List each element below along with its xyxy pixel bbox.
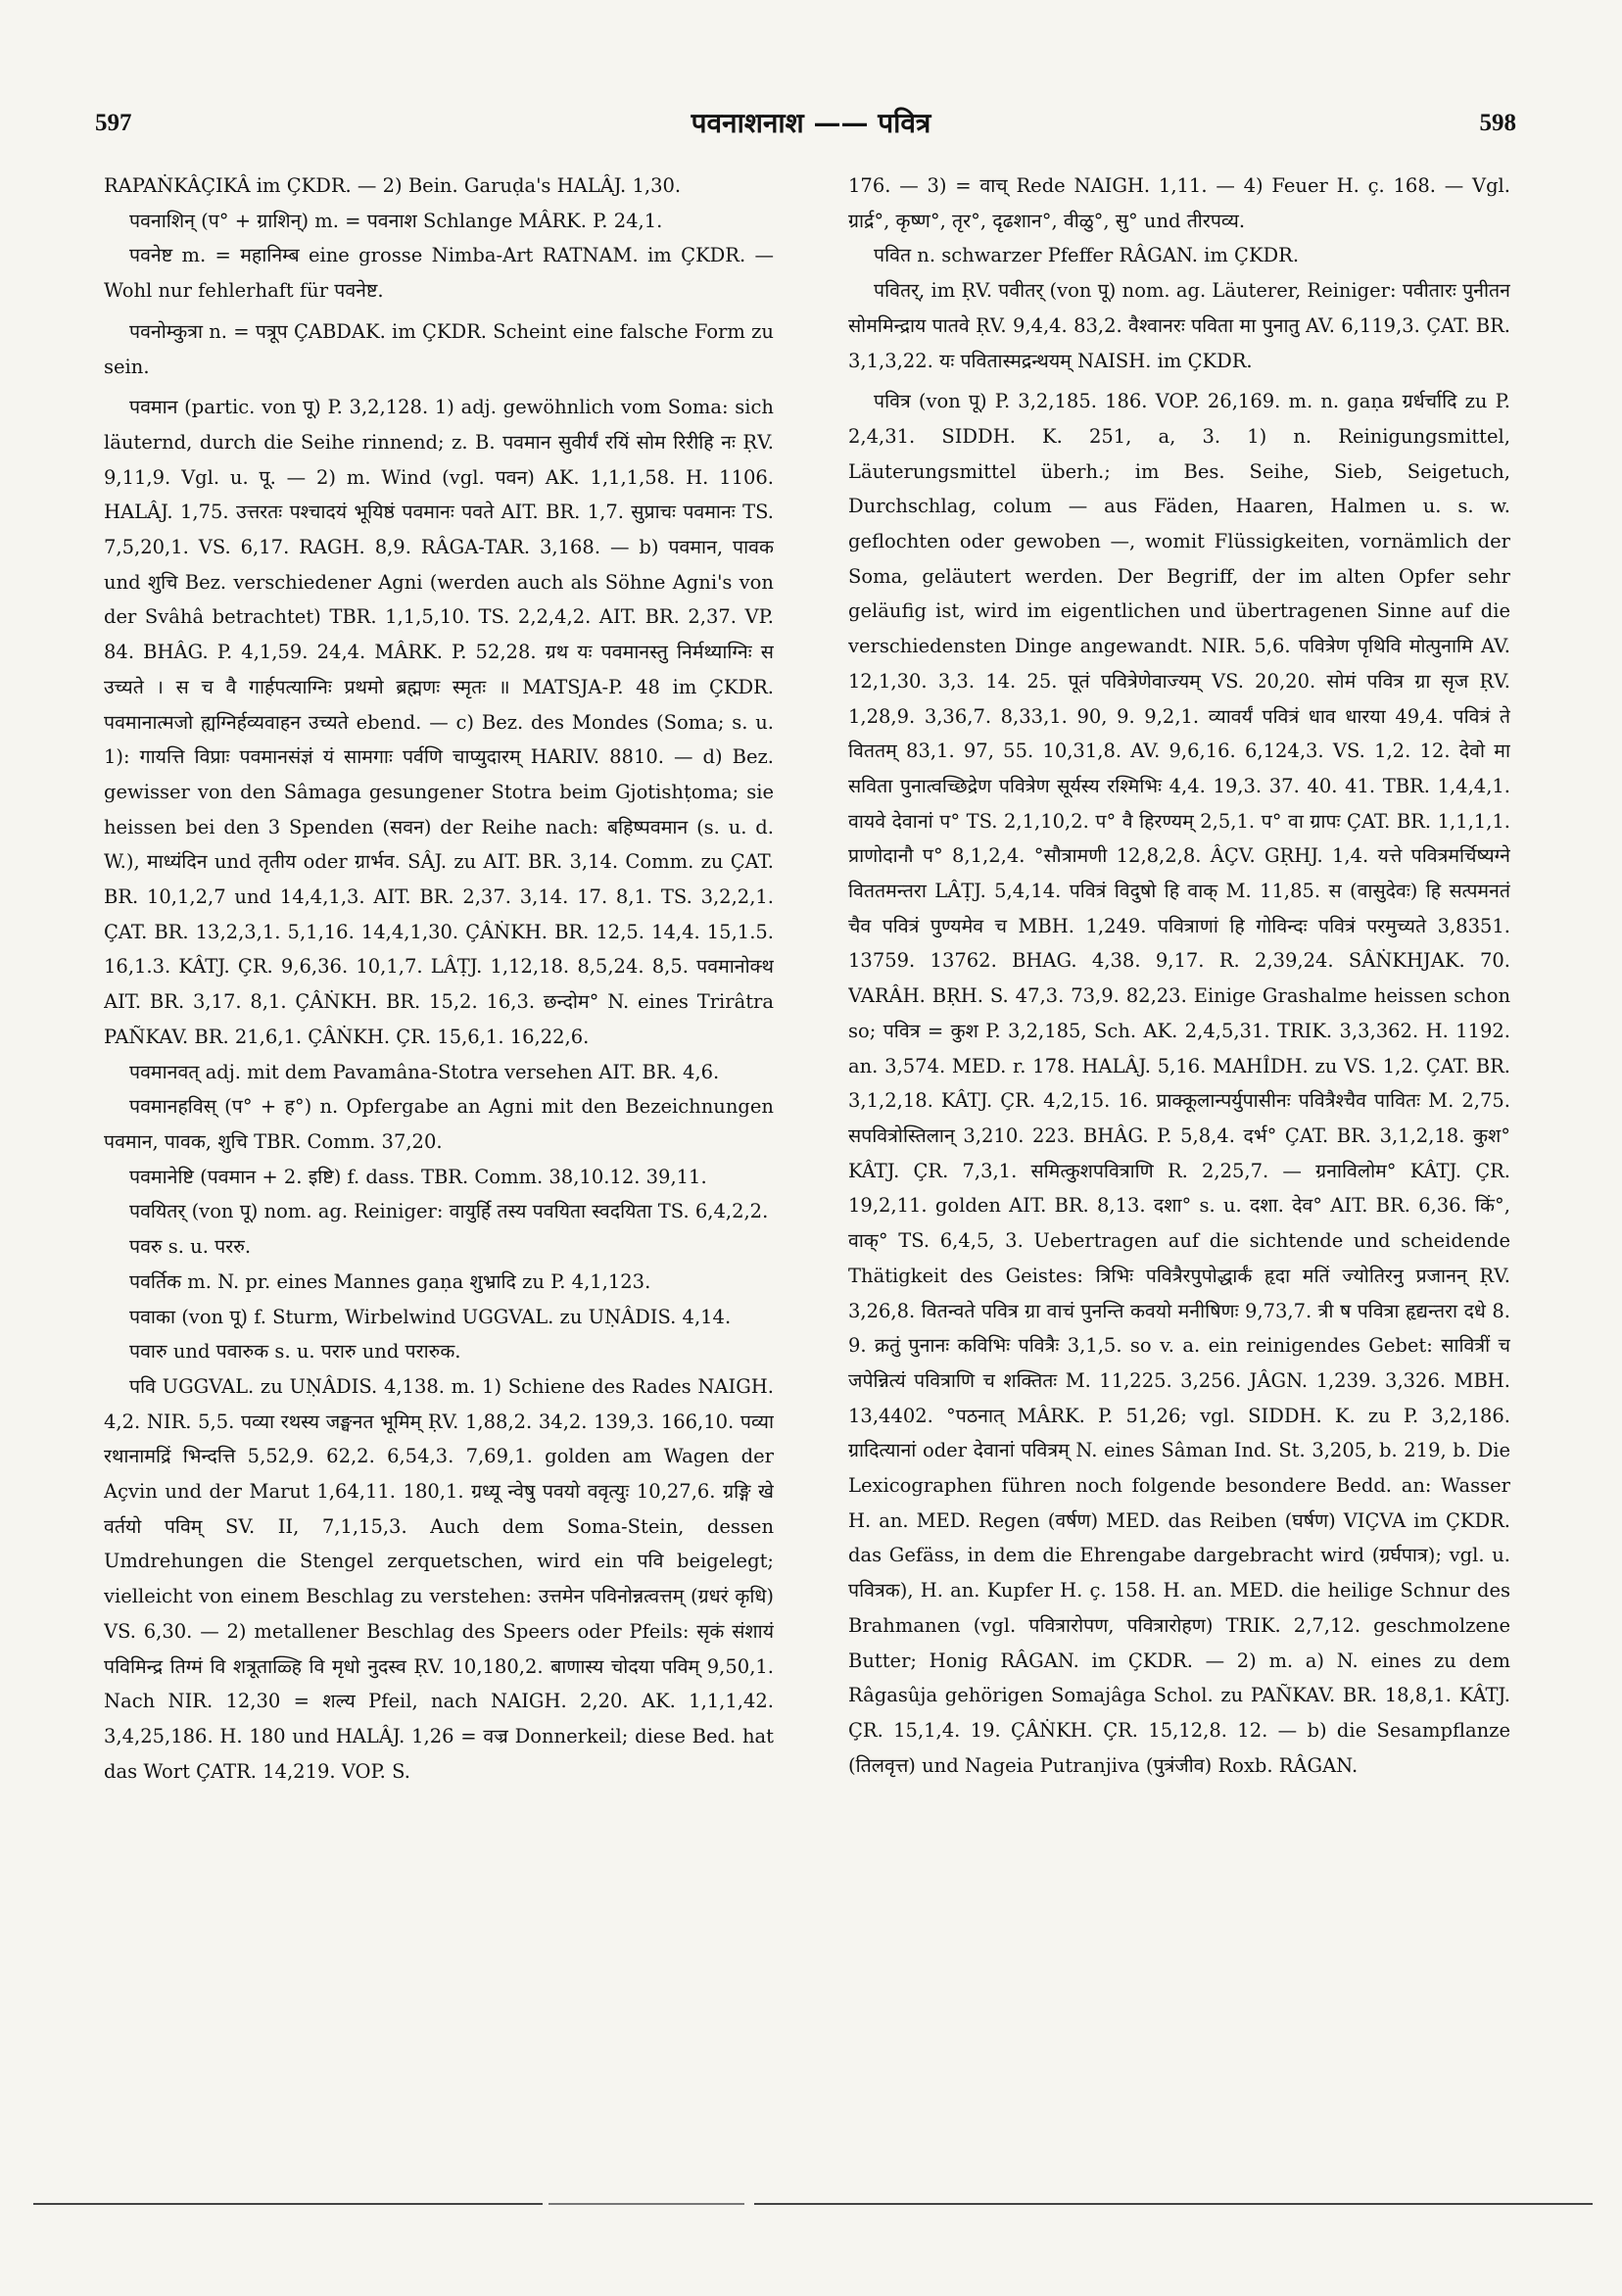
page-number-right: 598: [1479, 110, 1516, 136]
dictionary-entry: पवमानहविस् (प° + ह°) n. Opfergabe an Agni mit den Bezeichnungen पवमान, पावक, शुचि TBR. Comm. 37,20.: [104, 1095, 774, 1153]
dictionary-entry: पवर्तिक m. N. pr. eines Mannes gaṇa शुभ्रादि zu P. 4,1,123.: [129, 1269, 651, 1293]
dictionary-entry: पवनाशिन् (प° + ग्राशिन्) m. = पवनाश Schlange MÂRK. P. 24,1.: [129, 209, 663, 232]
dictionary-entry: पवाका (von पू) f. Sturm, Wirbelwind UGGVAL. zu UṆÂDIS. 4,14.: [129, 1305, 732, 1328]
dictionary-entry: पवारु und पवारुक s. u. परारु und परारुक.: [129, 1340, 461, 1363]
dictionary-entry: पवित्र (von पू) P. 3,2,185. 186. VOP. 26,169. m. n. gaṇa ग्रर्धर्चादि zu P. 2,4,31. SIDDH. K. 251, a, 3. 1) n. Reinigungsmittel, Läuterungsmittel überh.; im Bes. Seihe, Sieb, Seigetuch, Durchschlag, colum — aus Fäden, Haaren, Halmen u. s. w. geflochten oder gewoben —, womit Flüssigkeiten, vornämlich der Soma, geläutert werden. Der Begriff, der im alten Opfer sehr geläufig ist, wird im eigentlichen und übertragenen Sinne auf die verschiedensten Dinge angewandt. NIR. 5,6. पवित्रेण पृथिवि मोत्पुनामि AV. 12,1,30. 3,3. 14. 25. पूतं पवित्रेणेवाज्यम् VS. 20,20. सोमं पवित्र ग्रा सृज ṚV. 1,28,9. 3,36,7. 8,33,1. 90, 9. 9,2,1. व्यावर्यं पवित्रं धाव धारया 49,4. पवित्रं ते विततम् 83,1. 97, 55. 10,31,8. AV. 9,6,16. 6,124,3. VS. 1,2. 12. देवो मा सविता पुनात्वच्छिद्रेण पवित्रेण सूर्यस्य रश्मिभिः 4,4. 19,3. 37. 40. 41. TBR. 1,4,4,1. वायवे देवानां प° TS. 2,1,10,2. प° वै हिरण्यम् 2,5,1. प° वा ग्रापः ÇAT. BR. 1,1,1,1. प्राणोदानौ प° 8,1,2,4. °सौत्रामणी 12,8,2,8. ÂÇV. GṚHJ. 1,4. यत्ते पवित्रमर्चिष्यग्ने विततमन्तरा LÂṬJ. 5,4,14. पवित्रं विदुषो हि वाक् M. 11,85. स (वासुदेवः) हि सत्पमनतं चैव पवित्रं पुण्यमेव च MBH. 1,249. पवित्राणां हि गोविन्दः पवित्रं परमुच्यते 3,8351. 13759. 13762. BHAG. 4,38. 9,17. R. 2,39,24. SÂṄKHJAK. 70. VARÂH. BṚH. S. 47,3. 73,9. 82,23. Einige Grashalme heissen schon so; पवित्र = कुश P. 3,2,185, Sch. AK. 2,4,5,31. TRIK. 3,3,362. H. 1192. an. 3,574. MED. r. 178. HALÂJ. 5,16. MAHÎDH. zu VS. 1,2. ÇAT. BR. 3,1,2,18. KÂTJ. ÇR. 4,2,15. 16. प्राक्कूलान्पर्युपासीनः पवित्रैश्चैव पावितः M. 2,75. सपवित्रोस्तिलान् 3,210. 223. BHÂG. P. 5,8,4. दर्भ° ÇAT. BR. 3,1,2,18. कुश° KÂTJ. ÇR. 7,3,1. समित्कुशपवित्राणि R. 2,25,7. — ग्रनाविलोम° KÂTJ. ÇR. 19,2,11. golden AIT. BR. 8,13. दशा° s. u. दशा. देव° AIT. BR. 6,36. किं°, वाक्° TS. 6,4,5, 3. Uebertragen auf die sichtende und scheidende Thätigkeit des Geistes: त्रिभिः पवित्रैरपुपोद्धार्कं हृदा मतिं ज्योतिरनु प्रजानन् ṚV. 3,26,8. वितन्वते पवित्र ग्रा वाचं पुनन्ति कवयो मनीषिणः 9,73,7. त्री ष पवित्रा हृद्यन्तरा दधे 8. 9. क्रतुं पुनानः कविभिः पवित्रैः 3,1,5. so v. a. ein reinigendes Gebet: सावित्रीं च जपेन्नित्यं पवित्राणि च शक्तितः M. 11,225. 3,256. JÂGN. 1,239. 3,326. MBH. 13,4402. °पठनात् MÂRK. P. 51,26; vgl. SIDDH. K. zu P. 3,2,186. ग्रादित्यानां oder देवानां पवित्रम् N. eines Sâman Ind. St. 3,205, b. 219, b. Die Lexicographen führen noch folgende besondere Bedd. an: Wasser H. an. MED. Regen (वर्षण) MED. das Reiben (घर्षण) VIÇVA im ÇKDR. das Gefäss, in dem die Ehrengabe dargebracht wird (ग्रर्घपात्र); vgl. u. पवित्रक), H. an. Kupfer H. ç. 158. H. an. MED. die heilige Schnur des Brahmanen (vgl. पवित्रारोपण, पवित्रारोहण) TRIK. 2,7,12. geschmolzene Butter; Honig RÂGAN. im ÇKDR. — 2) m. a) N. eines zu dem Râgasûja gehörigen Somajâga Schol. zu PAÑKAV. BR. 18,8,1. KÂTJ. ÇR. 15,1,4. 19. ÇÂṄKH. ÇR. 15,12,8. 12. — b) die Sesampflanze (तिलवृत्त) und Nageia Putranjiva (पुत्रंजीव) Roxb. RÂGAN.: [848, 390, 1510, 1777]
dictionary-entry: पवित n. schwarzer Pfeffer RÂGAN. im ÇKDR.: [874, 244, 1300, 267]
dictionary-entry: पवमान (partic. von पू) P. 3,2,128. 1) adj. gewöhnlich vom Soma: sich läuternd, durch die Seihe rinnend; z. B. पवमान सुवीर्यं रयिं सोम रिरीहि नः ṚV. 9,11,9. Vgl. u. पू. — 2) m. Wind (vgl. पवन) AK. 1,1,1,58. H. 1106. HALÂJ. 1,75. उत्तरतः पश्चादयं भूयिष्ठं पवमानः पवते AIT. BR. 1,7. सुप्राचः पवमानः TS. 7,5,20,1. VS. 6,17. RAGH. 8,9. RÂGA-TAR. 3,168. — b) पवमान, पावक und शुचि Bez. verschiedener Agni (werden auch als Söhne Agni's von der Svâhâ betrachtet) TBR. 1,1,5,10. TS. 2,2,4,2. AIT. BR. 2,37. VP. 84. BHÂG. P. 4,1,59. 24,4. MÂRK. P. 52,28. ग्रथ यः पवमानस्तु निर्मथ्याग्निः स उच्यते । स च वै गार्हपत्याग्निः प्रथमो ब्रह्मणः स्मृतः ॥ MATSJA-P. 48 im ÇKDR. पवमानात्मजो ह्यग्निर्हव्यवाहन उच्यते ebend. — c) Bez. des Mondes (Soma; s. u. 1): गायत्ति विप्राः पवमानसंज्ञं यं सामगाः पर्वणि चाप्युदारम् HARIV. 8810. — d) Bez. gewisser von den Sâmaga gesungener Stotra beim Gjotishṭoma; sie heissen bei den 3 Spenden (सवन) der Reihe nach: बहिष्पवमान (s. u. d. W.), माध्यंदिन und तृतीय oder ग्रार्भव. SÂJ. zu AIT. BR. 3,14. Comm. zu ÇAT. BR. 10,1,2,7 und 14,4,1,3. AIT. BR. 2,37. 3,14. 17. 8,1. TS. 3,2,2,1. ÇAT. BR. 13,2,3,1. 5,1,16. 14,4,1,30. ÇÂṄKH. BR. 12,5. 14,4. 15,1.5. 16,1.3. KÂTJ. ÇR. 9,6,36. 10,1,7. LÂṬJ. 1,12,18. 8,5,24. 8,5. पवमानोक्थ AIT. BR. 3,17. 8,1. ÇÂṄKH. BR. 15,2. 16,3. छन्दोम° N. eines Trirâtra PAÑKAV. BR. 21,6,1. ÇÂṄKH. ÇR. 15,6,1. 16,22,6.: [104, 396, 774, 1048]
dictionary-entry: पवनोम्कुत्रा n. = पत्रूप ÇABDAK. im ÇKDR. Scheint eine falsche Form zu sein.: [104, 319, 774, 378]
dictionary-entry: पवनेष्ट m. = महानिम्ब eine grosse Nimba-Art RATNAM. im ÇKDR. — Wohl nur fehlerhaft für पवनेष्ट.: [104, 244, 774, 303]
left-column: [104, 168, 774, 2108]
dictionary-entry: 176. — 3) = वाच् Rede NAIGH. 1,11. — 4) Feuer H. ç. 168. — Vgl. ग्रार्द्र°, कृष्ण°, तृर°, दृढशान°, वीळु°, सु° und तीरपव्य.: [848, 174, 1510, 232]
dictionary-entry: पवरु s. u. पररु.: [129, 1235, 252, 1259]
footer-rule-left: [33, 2203, 543, 2205]
footer-rule-right: [754, 2203, 1593, 2205]
dictionary-entry: पवमानवत् adj. mit dem Pavamâna-Stotra versehen AIT. BR. 4,6.: [129, 1060, 720, 1083]
right-column: [848, 168, 1510, 2108]
dictionary-entry: पवयितर् (von पू) nom. ag. Reiniger: वायुर्हि तस्य पवयिता स्वदयिता TS. 6,4,2,2.: [129, 1200, 769, 1223]
footer-rule-middle: [549, 2203, 744, 2205]
dictionary-entry: पवि UGGVAL. zu UṆÂDIS. 4,138. m. 1) Schiene des Rades NAIGH. 4,2. NIR. 5,5. पव्या रथस्य जङ्घनत भूमिम् ṚV. 1,88,2. 34,2. 139,3. 166,10. पव्या रथानामद्रिं भिन्दत्ति 5,52,9. 62,2. 6,54,3. 7,69,1. golden am Wagen der Açvin und der Marut 1,64,11. 180,1. ग्रध्यू न्वेषु पवयो ववृत्युः 10,27,6. ग्रङ्गि खे वर्तयो पविम् SV. II, 7,1,15,3. Auch dem Soma-Stein, dessen Umdrehungen die Stengel zerquetschen, wird ein पवि beigelegt; vielleicht von einem Beschlag zu verstehen: उत्तमेन पविनोन्नत्वत्तम् (ग्रधरं कृधि) VS. 6,30. — 2) metallener Beschlag des Speers oder Pfeils: सृकं संशायं पविमिन्द्र तिग्मं वि शत्रूताळ्हि वि मृधो नुदस्व ṚV. 10,180,2. बाणास्य चोदया पविम् 9,50,1. Nach NIR. 12,30 = शल्य Pfeil, nach NAIGH. 2,20. AK. 1,1,1,42. 3,4,25,186. H. 180 und HALÂJ. 1,26 = वज्र Donnerkeil; diese Bed. hat das Wort ÇATR. 14,219. VOP. S.: [104, 1374, 774, 1783]
page-title: पवनाशनाश —— पवित्र: [691, 107, 931, 139]
dictionary-entry: पवमानेष्टि (पवमान + 2. इष्टि) f. dass. TBR. Comm. 38,10.12. 39,11.: [129, 1165, 707, 1188]
dictionary-entry: RAPAṄKÂÇIKÂ im ÇKDR. — 2) Bein. Garuḍa's HALÂJ. 1,30.: [104, 174, 682, 197]
page-number-left: 597: [95, 110, 132, 136]
dictionary-entry: पवितर्, im ṚV. पवीतर् (von पू) nom. ag. Läuterer, Reiniger: पवीतारः पुनीतन सोममिन्द्राय पातवे ṚV. 9,4,4. 83,2. वैश्वानरः पविता मा पुनातु AV. 6,119,3. ÇAT. BR. 3,1,3,22. यः पवितास्मद्रन्थयम् NAISH. im ÇKDR.: [848, 279, 1510, 372]
